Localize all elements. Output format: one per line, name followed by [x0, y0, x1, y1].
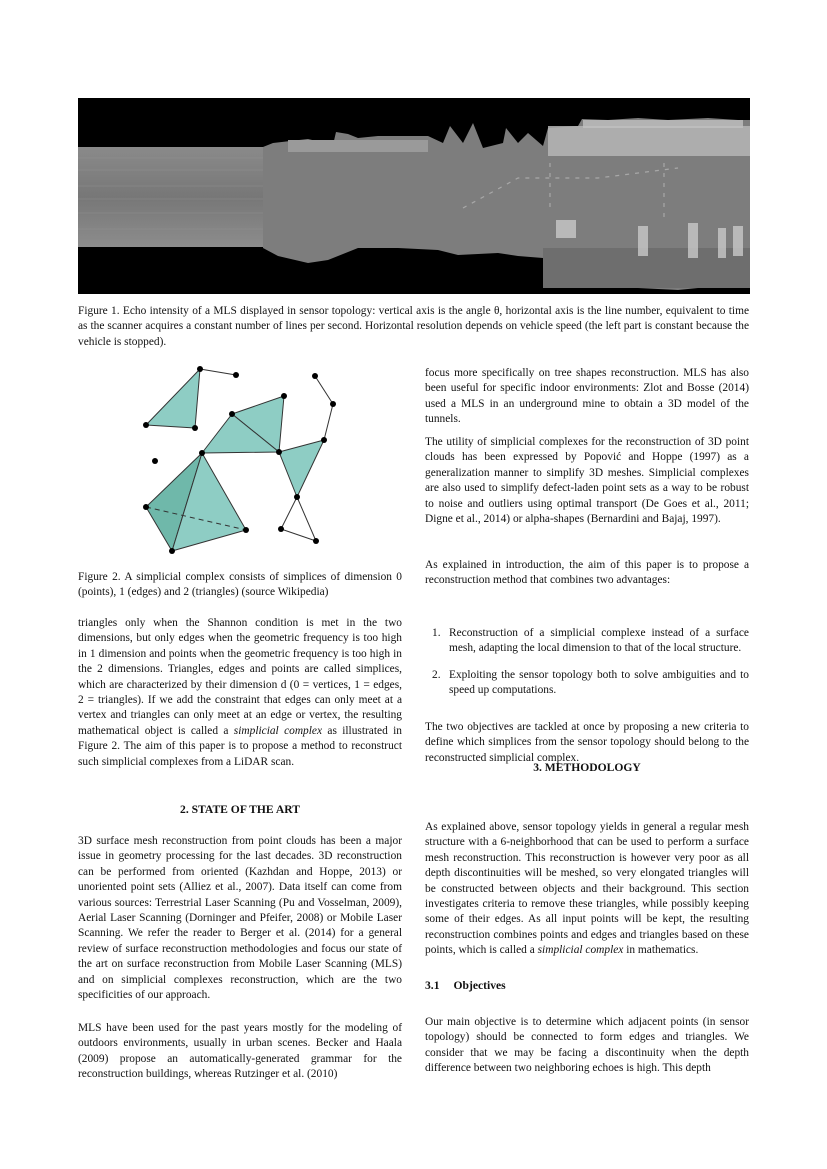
- figure-2-simplicial-complex-diagram: [130, 360, 350, 560]
- list-text: Exploiting the sensor topology both to solve ambiguities and to speed up computations.: [449, 669, 749, 697]
- triangle: [146, 369, 200, 428]
- emphasis: simplicial complex: [233, 724, 323, 737]
- paragraph: 3D surface mesh reconstruction from point clouds has been a major issue in geometry processing for the last decades. 3D reconstruction can be performed from oriented (Kazhdan and Hoppe, 2013) or unoriented point sets (Alliez et al., 2007). Data itself can come from various sources: Terrestrial Laser Scanning (Pu and Vosselman, 2009), Aerial Laser Scanning (Dorninger and Pfeifer, 2008) or Mobile Laser Scanning. We refer the reader to Berger et al. (2014) for a general review of surface reconstruction methodologies and focus our state of the art on surface reconstruction from Mobile Laser Scanning (MLS) and on simplicial complexes reconstruction, which are the two specificities of our approach.: [78, 835, 402, 1002]
- text: triangles only when the Shannon condition is met in the two dimensions, but only edges when the geometric frequency is too high in 1 dimension and points when the geometric frequency is too high in the 2 dimensions. Triangles, edges and points are called simplices, which are characterized by their dimension d (0 = vertices, 1 = edges, 2 = triangles). If we add the constraint that edges can only meet at a vertex and triangles can only meet at an edge or vertex, the resulting mathematical object is called a: [78, 617, 402, 737]
- list-number: 1.: [432, 627, 441, 639]
- list-number: 2.: [432, 669, 441, 681]
- paragraph: focus more specifically on tree shapes reconstruction. MLS has also been useful for specific indoor environments: Zlot and Bosse (2014) used a MLS in an underground mine to obtain a 3D model of the tunnels.: [425, 367, 749, 426]
- paragraph: The two objectives are tackled at once by proposing a new criteria to define which simplices from the sensor topology should belong to the reconstructed simplicial complex.: [425, 721, 749, 764]
- text: as illustrated in Figure 2. The aim of this paper is to propose a method to reconstruct such simplicial complexes from a LiDAR scan.: [78, 724, 402, 768]
- paragraph: [425, 820, 749, 959]
- list-text: Reconstruction of a simplicial complexe instead of a surface mesh, adapting the local dimension to that of the local structure.: [449, 627, 749, 655]
- figure-1-caption: Figure 1. Echo intensity of a MLS displayed in sensor topology: vertical axis is the angle θ, horizontal axis is the line number, equivalent to time as the scanner acquires a constant number of lines per second. Horizontal resolution depends on vehicle speed (the left part is constant because the vehicle is stopped).: [78, 305, 749, 348]
- paragraph: MLS have been used for the past years mostly for the modeling of outdoors environments, usually in urban scenes. Becker and Haala (2009) propose an automatically-generated grammar for the reconstruction buildings, whereas Rutzinger et al. (2010): [78, 1022, 402, 1081]
- triangle: [279, 440, 324, 497]
- emphasis: simplicial complex: [537, 944, 624, 957]
- paragraph: The utility of simplicial complexes for the reconstruction of 3D point clouds has been expressed by Popović and Hoppe (1997) as a generalization manner to simplify 3D meshes. Simplicial complexes are also used to simplify defect-laden point sets as a way to be robust to noise and outliers using optimal transport (De Goes et al., 2011; Digne et al., 2014) or alpha-shapes (Bernardini and Bajaj, 1997).: [425, 436, 749, 526]
- paragraph: As explained in introduction, the aim of this paper is to propose a reconstruction method that combines two advantages:: [425, 559, 749, 587]
- subsection-number: 3.1: [425, 979, 440, 992]
- text: As explained above, sensor topology yields in general a regular mesh structure with a 6-neighborhood that can be used to perform a surface mesh reconstruction. This reconstruction is however very poor as all depth discontinuities will be meshed, so very elongated triangles will be constructed between objects and their background. This section investigates criteria to remove these triangles, while possibly keeping some of their edges. As all input points will be kept, the resulting reconstruction combines points and edges and triangles based on these points, which is called a: [425, 821, 749, 957]
- figure-2-caption: Figure 2. A simplicial complex consists of simplices of dimension 0 (points), 1 (edges) and 2 (triangles) (source Wikipedia): [78, 571, 402, 599]
- list-item: [432, 626, 749, 657]
- list-item: [432, 668, 749, 699]
- section-heading-methodology: 3. METHODOLOGY: [533, 761, 641, 774]
- paragraph: [78, 616, 402, 770]
- figure-1-sensor-topology-image: [78, 98, 750, 294]
- paragraph: Our main objective is to determine which adjacent points (in sensor topology) should be connected to form edges and triangles. We consider that we may be facing a discontinuity when the depth difference between two neighboring echoes is high. This depth: [425, 1016, 749, 1075]
- text: in mathematics.: [623, 944, 699, 957]
- subsection-heading-objectives: [425, 979, 749, 992]
- subsection-title: Objectives: [453, 979, 506, 992]
- section-heading-state-of-the-art: 2. STATE OF THE ART: [180, 803, 300, 816]
